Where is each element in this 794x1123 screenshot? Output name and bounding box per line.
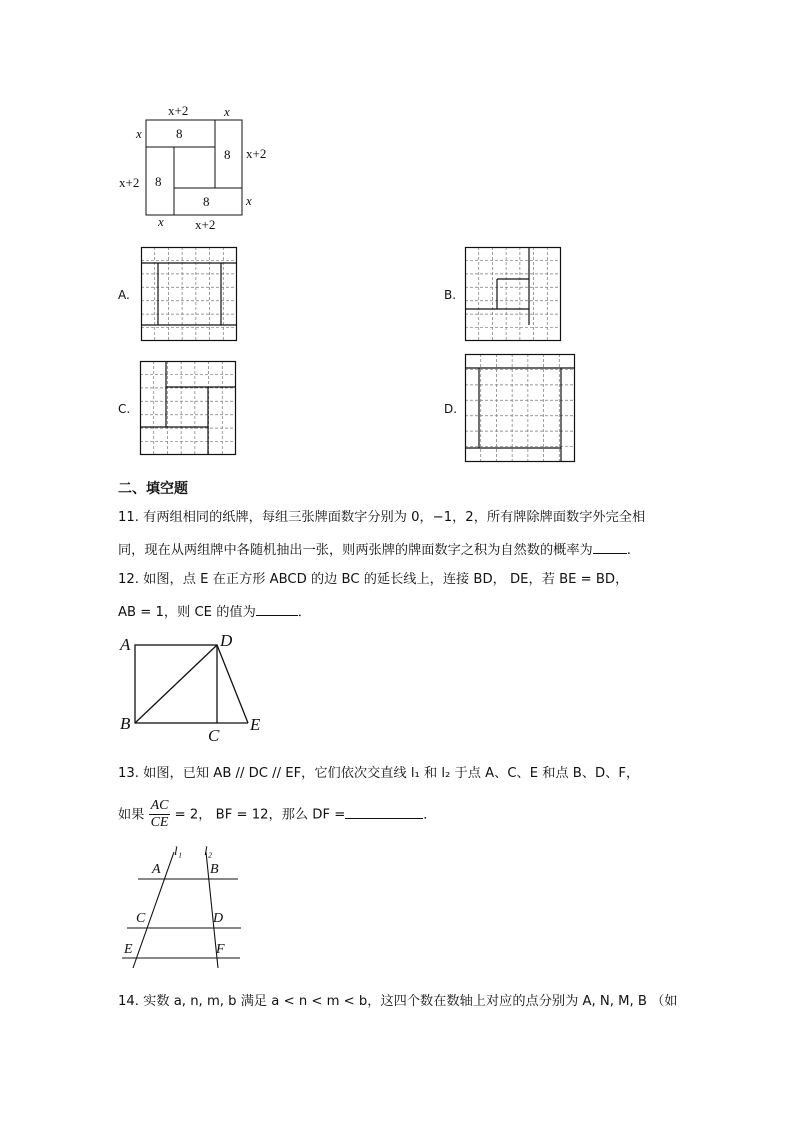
q12-label-e: E <box>250 715 261 734</box>
q11-line2-text: 同，现在从两组牌中各随机抽出一张，则两张牌的牌面数字之积为自然数的概率为 <box>118 543 593 558</box>
q13-label-d: D <box>213 911 224 926</box>
label-bottom-right: x+2 <box>195 217 216 232</box>
label-top-right: x <box>224 104 230 119</box>
option-a-label: A. <box>118 288 130 302</box>
q13-label-c: C <box>136 911 146 926</box>
q13-label-l2: l₂ <box>204 843 213 858</box>
section-title: 二、填空题 <box>118 481 188 497</box>
q13-line2-end: ． <box>423 807 437 823</box>
option-d-label: D. <box>444 402 458 416</box>
label-right-top: x+2 <box>246 146 267 161</box>
q13-fraction-numerator: AC <box>150 798 169 813</box>
option-c-label: C. <box>118 402 131 416</box>
q13-label-e: E <box>124 942 133 957</box>
cell-value-bottom: 8 <box>203 194 210 209</box>
q12-line2-text: AB = 1，则 CE 的值为 <box>118 605 256 620</box>
q13-line2-prefix: 如果 <box>118 807 145 823</box>
q13-label-a: A <box>152 862 161 877</box>
option-b-label: B. <box>444 288 457 302</box>
q12-label-d: D <box>220 631 233 650</box>
q12-label-c: C <box>208 726 220 745</box>
q11-line2-end: . <box>626 543 631 558</box>
q12-label-a: A <box>120 635 131 654</box>
q12-line2-end: ． <box>297 605 311 620</box>
q11-line1: 11. 有两组相同的纸牌，每组三张牌面数字分别为 0，−1，2，所有牌除牌面数字外完全相 <box>118 510 646 525</box>
q13-label-l1: l₁ <box>174 843 183 858</box>
cell-value-left: 8 <box>155 174 162 189</box>
label-right-bottom: x <box>246 193 252 208</box>
q13-line1: 13. 如图，已知 AB // DC // EF，它们依次交直线 l₁ 和 l₂ 于点 A、C、E 和点 B、D、F， <box>118 766 640 781</box>
q13-label-b: B <box>210 862 219 877</box>
label-left-bottom: x+2 <box>119 175 140 190</box>
q12-label-b: B <box>120 714 131 733</box>
q13-line2-suffix: = 2， BF = 12，那么 DF = <box>174 807 346 823</box>
cell-value-top: 8 <box>176 126 183 141</box>
q13-fraction-denominator: CE <box>150 815 169 830</box>
q13-label-f: F <box>216 942 225 957</box>
label-bottom-left: x <box>158 214 164 229</box>
label-left-top: x <box>136 126 142 141</box>
label-top-left: x+2 <box>168 103 189 118</box>
cell-value-right: 8 <box>224 147 231 162</box>
q14-line1: 14. 实数 a, n, m, b 满足 a < n < m < b，这四个数在数轴上对应的点分别为 A, N, M, B （如 <box>118 994 678 1009</box>
q12-line1: 12. 如图，点 E 在正方形 ABCD 的边 BC 的延长线上，连接 BD， DE，若 BE = BD， <box>118 572 629 587</box>
